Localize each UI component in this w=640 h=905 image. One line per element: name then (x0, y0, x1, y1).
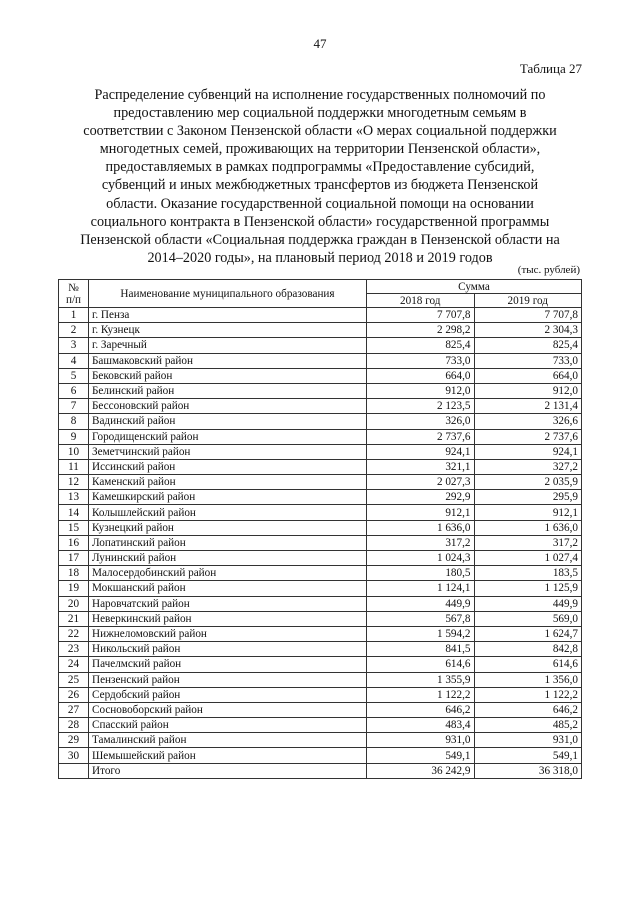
table-row (59, 353, 582, 368)
row-value-2019: 1 125,9 (474, 581, 582, 596)
row-value-2018: 321,1 (367, 459, 475, 474)
row-number: 28 (59, 718, 89, 733)
row-number: 23 (59, 642, 89, 657)
row-value-2019: 569,0 (474, 611, 582, 626)
row-value-2018: 646,2 (367, 702, 475, 717)
row-value-2018: 180,5 (367, 566, 475, 581)
row-value-2018: 483,4 (367, 718, 475, 733)
table-row (59, 505, 582, 520)
row-value-2018: 2 737,6 (367, 429, 475, 444)
row-value-2019: 549,1 (474, 748, 582, 763)
row-municipality: Бековский район (89, 368, 367, 383)
row-number: 16 (59, 535, 89, 550)
row-value-2018: 664,0 (367, 368, 475, 383)
table-row (59, 383, 582, 398)
row-value-2018: 1 124,1 (367, 581, 475, 596)
row-municipality: Вадинский район (89, 414, 367, 429)
row-number: 2 (59, 323, 89, 338)
table-row (59, 596, 582, 611)
row-value-2019: 1 122,2 (474, 687, 582, 702)
table-row (59, 308, 582, 323)
table-row (59, 626, 582, 641)
page-number: 47 (313, 36, 327, 51)
row-value-2018: 931,0 (367, 733, 475, 748)
table-row (59, 718, 582, 733)
row-number: 1 (59, 308, 89, 323)
table-row (59, 581, 582, 596)
table-row (59, 490, 582, 505)
row-value-2018: 449,9 (367, 596, 475, 611)
row-number: 9 (59, 429, 89, 444)
row-number: 8 (59, 414, 89, 429)
title-line: соответствии с Законом Пензенской области «О мерах социальной поддержки (83, 123, 557, 140)
row-value-2019: 327,2 (474, 459, 582, 474)
row-value-2018: 912,0 (367, 383, 475, 398)
table-row (59, 733, 582, 748)
table-row (59, 551, 582, 566)
row-municipality: Шемышейский район (89, 748, 367, 763)
row-value-2018: 326,0 (367, 414, 475, 429)
table-row (59, 475, 582, 490)
row-value-2019: 1 636,0 (474, 520, 582, 535)
row-value-2018: 733,0 (367, 353, 475, 368)
row-number: 17 (59, 551, 89, 566)
total-2018: 36 242,9 (367, 763, 475, 778)
row-municipality: Городищенский район (89, 429, 367, 444)
title-line: многодетных семей, проживающих на территории Пензенской области», (99, 141, 541, 158)
row-municipality: Пачелмский район (89, 657, 367, 672)
title-line: 2014–2020 годы», на плановый период 2018 и 2019 годов (147, 249, 493, 266)
row-municipality: Лунинский район (89, 551, 367, 566)
row-value-2018: 2 298,2 (367, 323, 475, 338)
row-value-2019: 485,2 (474, 718, 582, 733)
row-municipality: г. Кузнецк (89, 323, 367, 338)
row-value-2019: 1 624,7 (474, 626, 582, 641)
table-row (59, 566, 582, 581)
row-number: 11 (59, 459, 89, 474)
header-year-2019: 2019 год (474, 294, 582, 308)
row-municipality: Башмаковский район (89, 353, 367, 368)
row-municipality: Кузнецкий район (89, 520, 367, 535)
row-number: 13 (59, 490, 89, 505)
table-row (59, 535, 582, 550)
row-value-2019: 295,9 (474, 490, 582, 505)
row-value-2018: 292,9 (367, 490, 475, 505)
header-name: Наименование муниципального образования (89, 280, 367, 308)
table-row (59, 444, 582, 459)
row-number: 29 (59, 733, 89, 748)
subvention-table (58, 279, 582, 779)
header-year-2018: 2018 год (367, 294, 475, 308)
row-number: 19 (59, 581, 89, 596)
row-municipality: Сосновоборский район (89, 702, 367, 717)
title-line: Пензенской области «Социальная поддержка граждан в Пензенской области на (80, 231, 560, 248)
row-municipality: Земетчинский район (89, 444, 367, 459)
row-value-2019: 183,5 (474, 566, 582, 581)
row-value-2019: 449,9 (474, 596, 582, 611)
row-value-2018: 1 594,2 (367, 626, 475, 641)
row-municipality: Каменский район (89, 475, 367, 490)
row-value-2019: 614,6 (474, 657, 582, 672)
title-line: Распределение субвенций на исполнение государственных полномочий по (94, 87, 546, 103)
header-num (59, 280, 89, 308)
table-label: Таблица 27 (519, 61, 582, 76)
title-line: предоставляемых в рамках подпрограммы «Предоставление субсидий, (105, 159, 535, 176)
table-row (59, 338, 582, 353)
row-municipality: Нижнеломовский район (89, 626, 367, 641)
row-value-2019: 664,0 (474, 368, 582, 383)
row-number: 10 (59, 444, 89, 459)
row-municipality: Пензенский район (89, 672, 367, 687)
units-label: (тыс. рублей) (517, 264, 580, 276)
table-row (59, 459, 582, 474)
table-row (59, 429, 582, 444)
total-2019: 36 318,0 (474, 763, 582, 778)
table-row (59, 642, 582, 657)
row-value-2018: 549,1 (367, 748, 475, 763)
row-number: 26 (59, 687, 89, 702)
row-value-2019: 825,4 (474, 338, 582, 353)
row-municipality: Тамалинский район (89, 733, 367, 748)
row-value-2018: 317,2 (367, 535, 475, 550)
table-row (59, 687, 582, 702)
title-line: социального контракта в Пензенской области» государственной программы (90, 213, 550, 230)
row-municipality: Белинский район (89, 383, 367, 398)
row-municipality: Колышлейский район (89, 505, 367, 520)
row-value-2019: 2 304,3 (474, 323, 582, 338)
row-municipality: г. Пенза (89, 308, 367, 323)
table-row (59, 323, 582, 338)
total-row (59, 763, 582, 778)
table-row (59, 611, 582, 626)
row-municipality: Сердобский район (89, 687, 367, 702)
row-municipality: Малосердобинский район (89, 566, 367, 581)
row-municipality: Мокшанский район (89, 581, 367, 596)
row-municipality: Спасский район (89, 718, 367, 733)
table-row (59, 414, 582, 429)
row-value-2019: 931,0 (474, 733, 582, 748)
row-value-2018: 1 122,2 (367, 687, 475, 702)
row-value-2018: 2 123,5 (367, 399, 475, 414)
row-value-2019: 1 027,4 (474, 551, 582, 566)
header-sum: Сумма (367, 280, 582, 294)
table-row (59, 399, 582, 414)
title-line: области. Оказание государственной социальной помощи на основании (106, 195, 534, 212)
row-municipality: Камешкирский район (89, 490, 367, 505)
row-number: 25 (59, 672, 89, 687)
row-municipality: Иссинский район (89, 459, 367, 474)
total-label: Итого (89, 763, 367, 778)
row-value-2018: 1 355,9 (367, 672, 475, 687)
row-number: 20 (59, 596, 89, 611)
row-value-2019: 2 737,6 (474, 429, 582, 444)
row-number: 18 (59, 566, 89, 581)
row-number: 4 (59, 353, 89, 368)
row-number: 30 (59, 748, 89, 763)
row-municipality: Лопатинский район (89, 535, 367, 550)
row-value-2019: 2 035,9 (474, 475, 582, 490)
row-number: 14 (59, 505, 89, 520)
table-row (59, 657, 582, 672)
row-municipality: Никольский район (89, 642, 367, 657)
row-value-2018: 614,6 (367, 657, 475, 672)
row-value-2018: 567,8 (367, 611, 475, 626)
row-value-2018: 7 707,8 (367, 308, 475, 323)
row-value-2019: 842,8 (474, 642, 582, 657)
table-row (59, 520, 582, 535)
row-number: 27 (59, 702, 89, 717)
row-number: 7 (59, 399, 89, 414)
row-value-2019: 733,0 (474, 353, 582, 368)
row-number: 12 (59, 475, 89, 490)
row-value-2019: 924,1 (474, 444, 582, 459)
row-value-2019: 317,2 (474, 535, 582, 550)
row-value-2019: 1 356,0 (474, 672, 582, 687)
row-number: 3 (59, 338, 89, 353)
row-number: 15 (59, 520, 89, 535)
row-value-2018: 924,1 (367, 444, 475, 459)
row-value-2018: 841,5 (367, 642, 475, 657)
row-number: 5 (59, 368, 89, 383)
row-value-2018: 1 024,3 (367, 551, 475, 566)
row-number: 22 (59, 626, 89, 641)
row-municipality: Бессоновский район (89, 399, 367, 414)
header-num-line2: п/п (65, 293, 82, 306)
title-line: субвенций и иных межбюджетных трансфертов из бюджета Пензенской (101, 177, 539, 194)
row-value-2018: 2 027,3 (367, 475, 475, 490)
row-value-2019: 646,2 (474, 702, 582, 717)
row-value-2019: 2 131,4 (474, 399, 582, 414)
row-value-2019: 912,0 (474, 383, 582, 398)
row-value-2019: 326,6 (474, 414, 582, 429)
row-number: 6 (59, 383, 89, 398)
table-row (59, 672, 582, 687)
row-value-2019: 7 707,8 (474, 308, 582, 323)
row-number: 24 (59, 657, 89, 672)
row-municipality: Неверкинский район (89, 611, 367, 626)
row-value-2018: 912,1 (367, 505, 475, 520)
title-line: предоставлению мер социальной поддержки многодетным семьям в (113, 105, 527, 122)
table-row (59, 748, 582, 763)
table-body (59, 308, 582, 764)
table-row (59, 368, 582, 383)
row-municipality: Наровчатский район (89, 596, 367, 611)
row-value-2019: 912,1 (474, 505, 582, 520)
total-num (59, 763, 89, 778)
row-value-2018: 1 636,0 (367, 520, 475, 535)
row-number: 21 (59, 611, 89, 626)
row-municipality: г. Заречный (89, 338, 367, 353)
table-row (59, 702, 582, 717)
row-value-2018: 825,4 (367, 338, 475, 353)
header-row (59, 280, 582, 294)
document-title (58, 86, 582, 267)
header-num-line1: № (68, 281, 79, 294)
